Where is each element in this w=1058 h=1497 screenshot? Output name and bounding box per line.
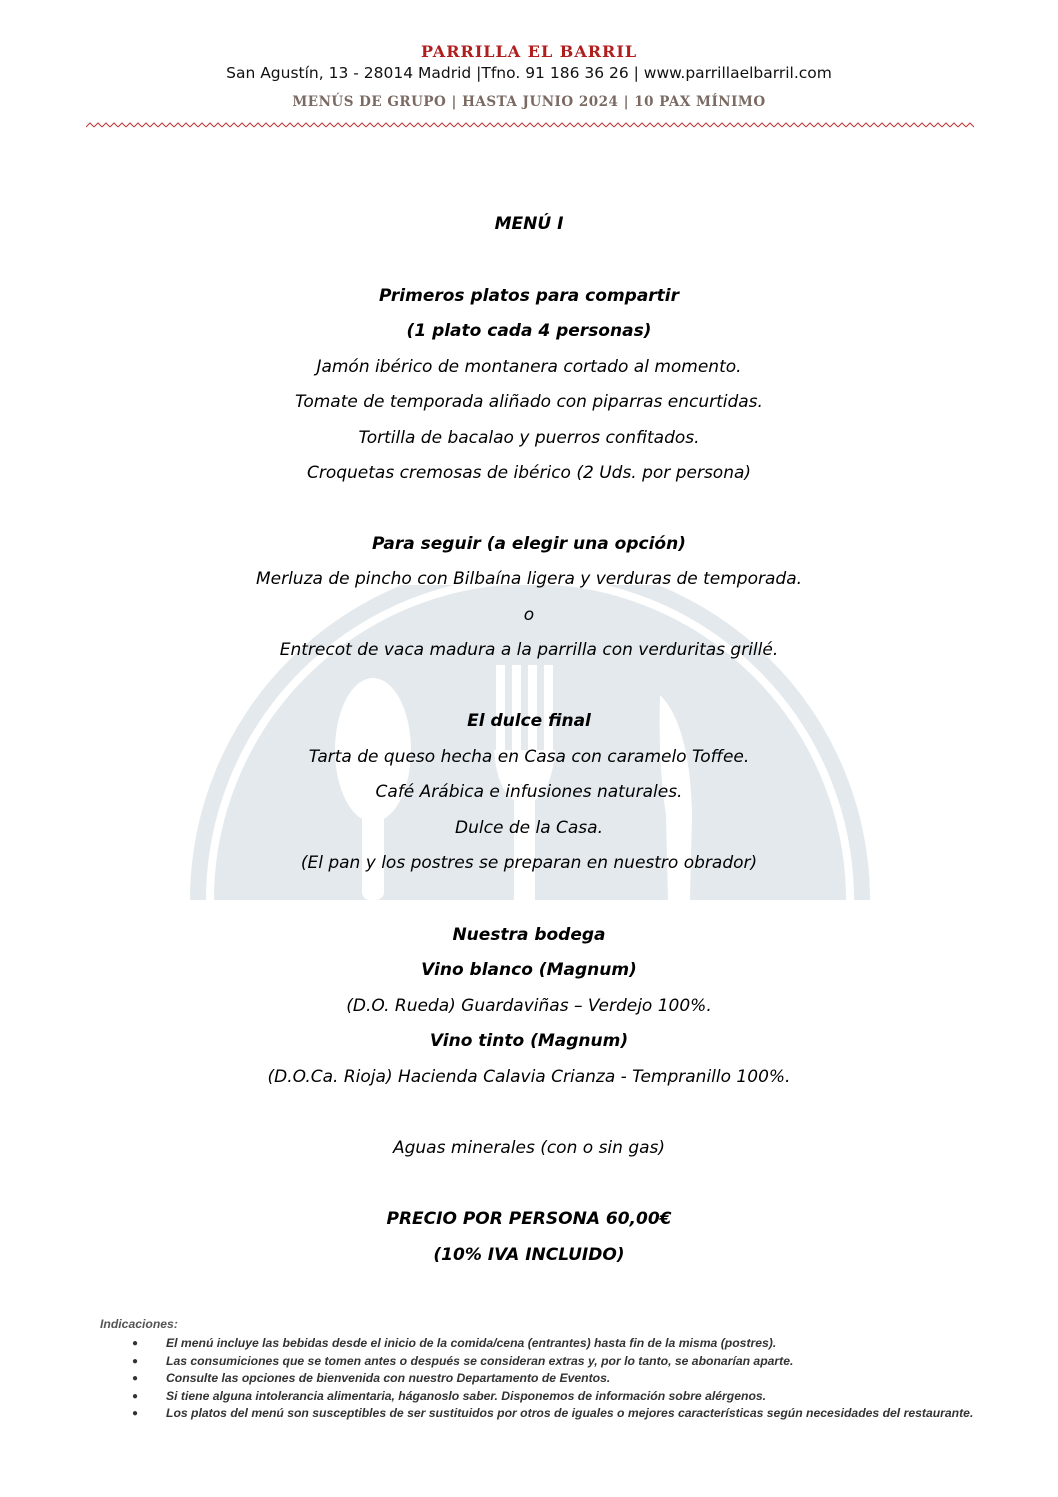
indication-text: Si tiene alguna intolerancia alimentaria, háganoslo saber. Disponemos de información sobre alérgenos. [166, 1388, 767, 1403]
starters-note: (1 plato cada 4 personas) [406, 321, 652, 341]
water: Aguas minerales (con o sin gas) [392, 1138, 666, 1158]
menu-title: MENÚ I [494, 214, 564, 234]
indications [100, 1317, 980, 1424]
dessert-item: (El pan y los postres se preparan en nuestro obrador) [300, 853, 758, 873]
wine-heading: Nuestra bodega [452, 925, 606, 945]
bullet-icon: ● [132, 1390, 139, 1402]
main-option: Merluza de pincho con Bilbaína ligera y verduras de temporada. [255, 569, 803, 589]
dessert-heading: El dulce final [467, 711, 591, 731]
indications-title: Indicaciones: [100, 1317, 178, 1331]
list-item [100, 1336, 980, 1352]
list-item [100, 1371, 980, 1387]
header-divider [86, 121, 974, 129]
restaurant-name: PARRILLA EL BARRIL [420, 42, 638, 61]
white-wine: (D.O. Rueda) Guardaviñas – Verdejo 100%. [346, 996, 712, 1016]
white-wine-heading: Vino blanco (Magnum) [421, 960, 637, 980]
indication-text: Los platos del menú son susceptibles de ser sustituidos por otros de iguales o mejores características según necesidades del restaurante. [166, 1406, 974, 1420]
red-wine-heading: Vino tinto (Magnum) [429, 1031, 629, 1051]
dessert-item: Dulce de la Casa. [455, 818, 603, 838]
menu-subtitle: MENÚS DE GRUPO | HASTA JUNIO 2024 | 10 PAX MÍNIMO [292, 94, 766, 110]
indication-text: Consulte las opciones de bienvenida con nuestro Departamento de Eventos. [166, 1371, 611, 1385]
main-option: Entrecot de vaca madura a la parrilla con verduritas grillé. [279, 640, 779, 660]
indications-list [100, 1336, 980, 1422]
list-item [100, 1389, 980, 1405]
red-wine: (D.O.Ca. Rioja) Hacienda Calavia Crianza - Tempranillo 100%. [267, 1067, 791, 1087]
tax-note: (10% IVA INCLUIDO) [433, 1245, 625, 1265]
indication-text: El menú incluye las bebidas desde el inicio de la comida/cena (entrantes) hasta fin de la misma (postres). [166, 1336, 777, 1350]
price: PRECIO POR PERSONA 60,00€ [386, 1209, 672, 1229]
bullet-icon: ● [132, 1338, 139, 1349]
restaurant-address: San Agustín, 13 - 28014 Madrid |Tfno. 91 186 36 26 | www.parrillaelbarril.com [226, 64, 832, 82]
starter-item: Tortilla de bacalao y puerros confitados. [358, 428, 700, 448]
dessert-item: Tarta de queso hecha en Casa con caramelo Toffee. [308, 747, 750, 767]
mains-heading: Para seguir (a elegir una opción) [372, 534, 686, 554]
starter-item: Jamón ibérico de montanera cortado al momento. [316, 357, 742, 377]
bullet-icon: ● [132, 1373, 139, 1384]
starters-heading: Primeros platos para compartir [378, 286, 680, 306]
bullet-icon: ● [132, 1408, 139, 1419]
dessert-item: Café Arábica e infusiones naturales. [375, 782, 683, 802]
list-item [100, 1406, 980, 1422]
main-separator: o [523, 605, 535, 625]
bullet-icon: ● [132, 1355, 139, 1367]
list-item [100, 1354, 980, 1370]
starter-item: Tomate de temporada aliñado con piparras encurtidas. [295, 392, 763, 412]
indication-text: Las consumiciones que se tomen antes o después se consideran extras y, por lo tanto, se abonarían aparte. [166, 1353, 794, 1368]
starter-item: Croquetas cremosas de ibérico (2 Uds. por persona) [306, 463, 752, 483]
